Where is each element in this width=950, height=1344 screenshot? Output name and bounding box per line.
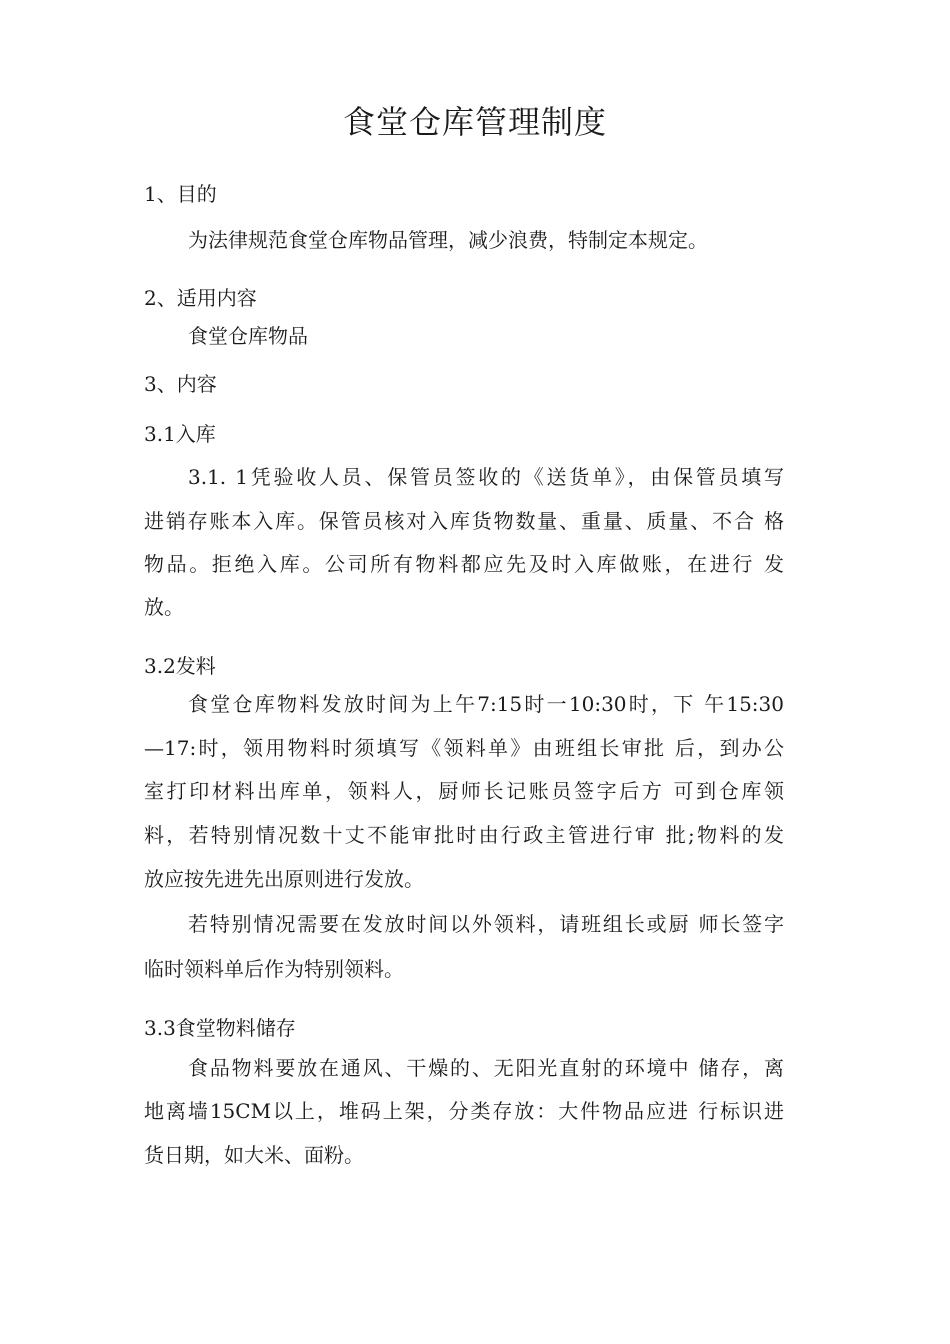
paragraph-line: 放应按先进先出原则进行发放。: [144, 867, 424, 891]
paragraph-line: 放。: [144, 595, 184, 619]
subsection-heading-storage: 3.3食堂物料储存: [144, 1016, 296, 1040]
subsection-heading-warehousing: 3.1入库: [144, 422, 216, 446]
paragraph-line: 食堂仓库物料发放时间为上午7:15时一10:30时，下 午15:30: [188, 692, 784, 716]
paragraph-line: 料，若特别情况数十丈不能审批时由行政主管进行审 批;物料的发: [144, 823, 784, 847]
subsection-heading-issuing: 3.2发料: [144, 654, 216, 678]
paragraph-line: 食品物料要放在通风、干燥的、无阳光直射的环境中 储存，离: [188, 1056, 784, 1080]
paragraph-line: 若特别情况需要在发放时间以外领料，请班组长或厨 师长签字: [188, 912, 784, 936]
paragraph-line: —17:时，领用物料时须填写《领料单》由班组长审批 后，到办公: [144, 736, 784, 760]
paragraph-line: 3.1. 1凭验收人员、保管员签收的《送货单》，由保管员填写: [188, 465, 784, 489]
section-body-purpose: 为法律规范食堂仓库物品管理，减少浪费，特制定本规定。: [188, 228, 708, 252]
paragraph-line: 室打印材料出库单，领料人，厨师长记账员签字后方 可到仓库领: [144, 779, 784, 803]
paragraph-line: 物品。拒绝入库。公司所有物料都应先及时入库做账，在进行 发: [144, 552, 784, 576]
paragraph-line: 地离墙15CM以上，堆码上架，分类存放：大件物品应进 行标识进: [144, 1099, 784, 1123]
paragraph-line: 进销存账本入库。保管员核对入库货物数量、重量、质量、不合 格: [144, 509, 784, 533]
section-heading-scope: 2、适用内容: [144, 286, 257, 310]
paragraph-line: 临时领料单后作为特别领料。: [144, 957, 404, 981]
document-title: 食堂仓库管理制度: [342, 103, 607, 141]
section-heading-purpose: 1、目的: [144, 182, 217, 206]
section-body-scope: 食堂仓库物品: [188, 324, 308, 348]
section-heading-content: 3、内容: [144, 372, 217, 396]
paragraph-line: 货日期，如大米、面粉。: [144, 1143, 364, 1167]
